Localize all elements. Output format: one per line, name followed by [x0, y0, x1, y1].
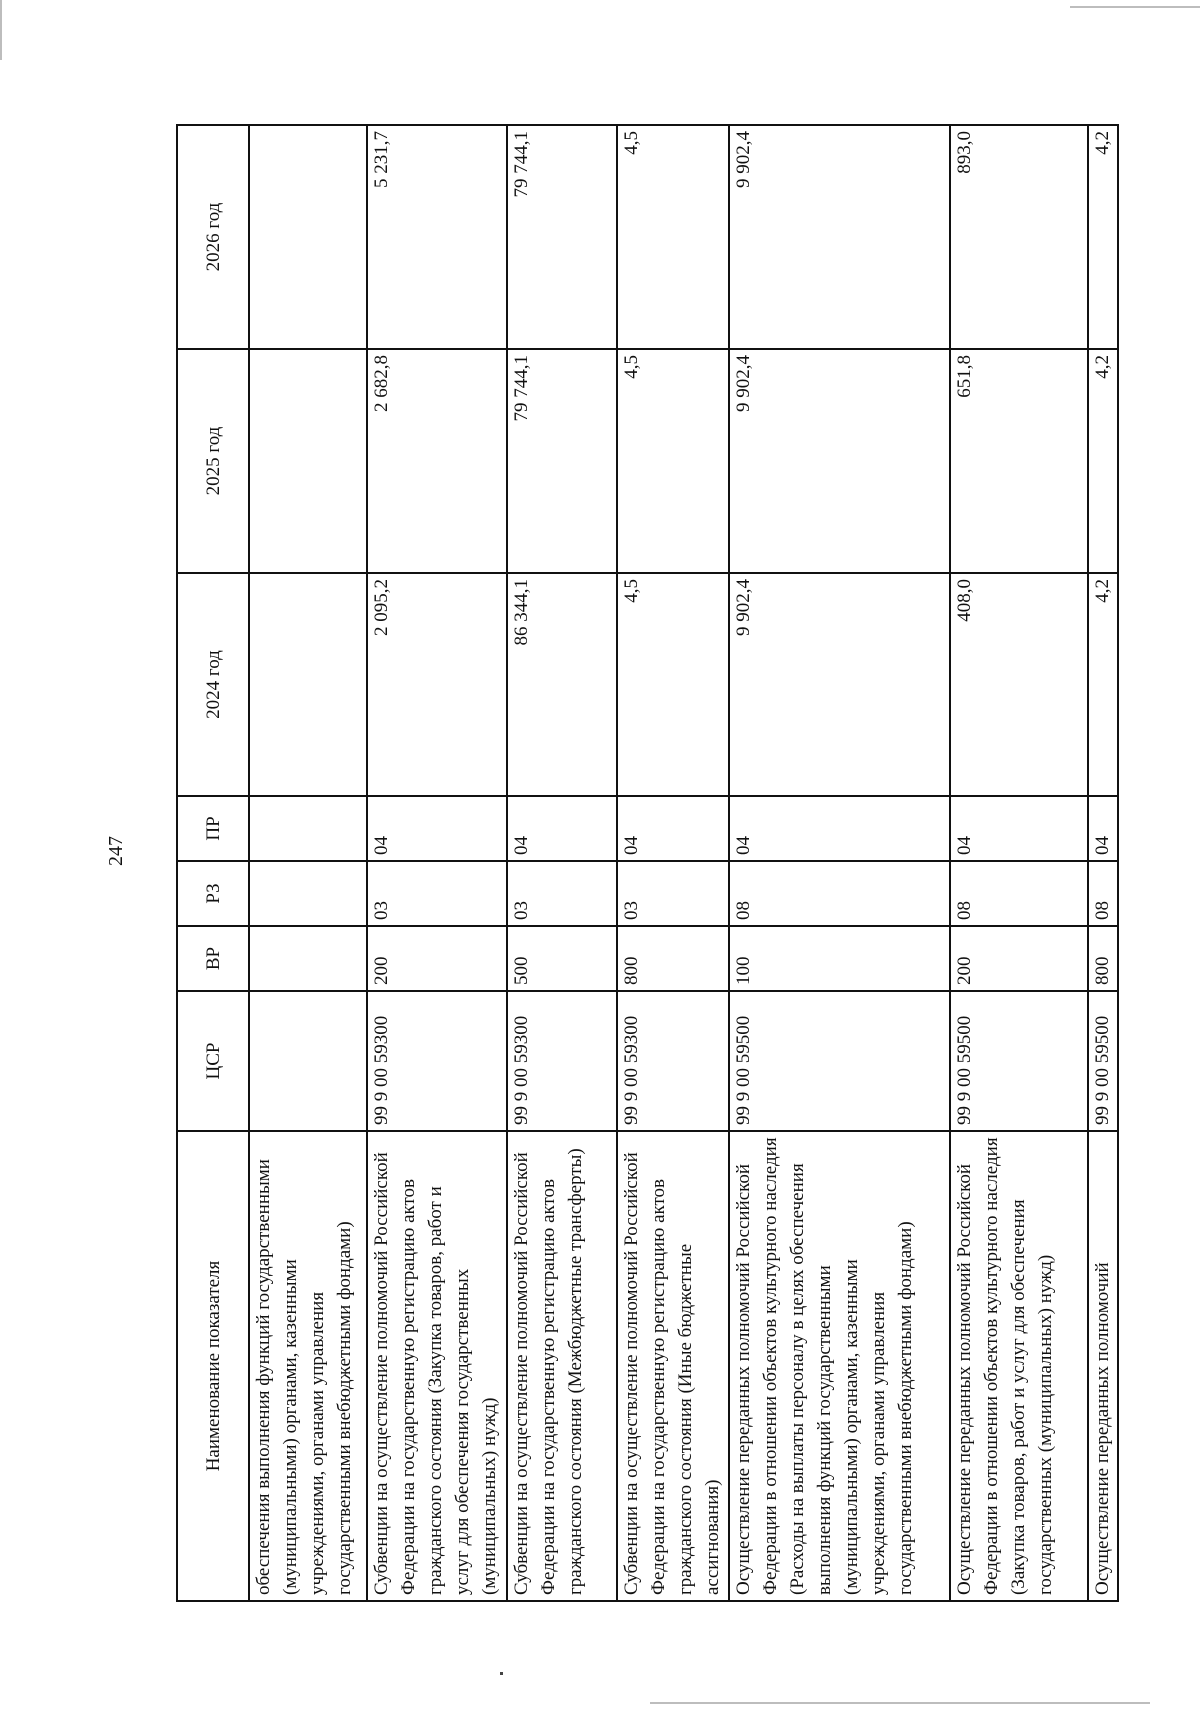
cell-pr: 04: [1088, 796, 1118, 861]
cell-2025: 4,5: [617, 349, 729, 573]
cell-rz: 03: [367, 861, 507, 926]
cell-csr: 99 9 00 59300: [617, 991, 729, 1131]
table-row: [367, 125, 507, 1601]
cell-name: Осуществление переданных полномочий: [1088, 1131, 1118, 1601]
cell-name: Осуществление переданных полномочий Российской Федерации в отношении объектов культурного наследия (Закупка товаров, работ и услуг для обеспечения государственных (муниципальных) нужд): [950, 1131, 1089, 1601]
cell-pr: 04: [950, 796, 1089, 861]
header-vr: ВР: [177, 926, 249, 991]
cell-name: Субвенции на осуществление полномочий Российской Федерации на государственную регистрацию актов гражданского состояния (Закупка товаров, работ и услуг для обеспечения государственных (муниципальных) нужд): [367, 1131, 507, 1601]
page-number: 247: [105, 836, 127, 866]
header-2026: 2026 год: [177, 125, 249, 349]
cell-name: обеспечения выполнения функций государственными (муниципальными) органами, казенными учреждениями, органами управления государственными внебюджетными фондами): [249, 1131, 367, 1601]
cell-2024: 4,5: [617, 573, 729, 796]
cell-csr: 99 9 00 59300: [507, 991, 617, 1131]
cell-rz: 08: [729, 861, 949, 926]
cell-pr: 04: [507, 796, 617, 861]
cell-rz: [249, 861, 367, 926]
scan-edge-right: [1070, 6, 1200, 8]
cell-rz: 08: [950, 861, 1089, 926]
cell-2026: [249, 125, 367, 349]
cell-2024: 86 344,1: [507, 573, 617, 796]
cell-2025: [249, 349, 367, 573]
cell-2026: 4,2: [1088, 125, 1118, 349]
cell-2025: 79 744,1: [507, 349, 617, 573]
cell-name: Осуществление переданных полномочий Российской Федерации в отношении объектов культурного наследия (Расходы на выплаты персоналу в целях обеспечения выполнения функций государственными (муниципальными) органами, казенными учреждениями, органами управления государственными внебюджетными фондами): [729, 1131, 949, 1601]
table-row: [1088, 125, 1118, 1601]
cell-vr: 500: [507, 926, 617, 991]
header-2025: 2025 год: [177, 349, 249, 573]
budget-table: [176, 124, 1119, 1602]
cell-2025: 9 902,4: [729, 349, 949, 573]
cell-rz: 03: [507, 861, 617, 926]
cell-2026: 5 231,7: [367, 125, 507, 349]
cell-csr: 99 9 00 59500: [1088, 991, 1118, 1131]
table-row: [617, 125, 729, 1601]
cell-2024: 9 902,4: [729, 573, 949, 796]
header-csr: ЦСР: [177, 991, 249, 1131]
cell-name: Субвенции на осуществление полномочий Российской Федерации на государственную регистрацию актов гражданского состояния (Межбюджетные трансферты): [507, 1131, 617, 1601]
table-row: [950, 125, 1089, 1601]
budget-table-rotated: [176, 126, 1119, 1602]
cell-csr: 99 9 00 59500: [950, 991, 1089, 1131]
cell-csr: 99 9 00 59300: [367, 991, 507, 1131]
header-pr: ПР: [177, 796, 249, 861]
cell-vr: 800: [617, 926, 729, 991]
cell-vr: [249, 926, 367, 991]
header-rz: РЗ: [177, 861, 249, 926]
table-row: [729, 125, 949, 1601]
cell-2026: 79 744,1: [507, 125, 617, 349]
scan-edge-bottom: [650, 1702, 1150, 1704]
cell-rz: 03: [617, 861, 729, 926]
cell-vr: 200: [950, 926, 1089, 991]
cell-pr: [249, 796, 367, 861]
cell-csr: [249, 991, 367, 1131]
scan-edge-left: [0, 0, 2, 60]
scan-speck: [500, 1672, 503, 1675]
cell-pr: 04: [367, 796, 507, 861]
cell-name: Субвенции на осуществление полномочий Российской Федерации на государственную регистрацию актов гражданского состояния (Иные бюджетные ассигнования): [617, 1131, 729, 1601]
table-header-row: [177, 125, 249, 1601]
cell-2026: 893,0: [950, 125, 1089, 349]
cell-2026: 9 902,4: [729, 125, 949, 349]
cell-2024: 408,0: [950, 573, 1089, 796]
cell-vr: 100: [729, 926, 949, 991]
cell-rz: 08: [1088, 861, 1118, 926]
cell-2026: 4,5: [617, 125, 729, 349]
header-2024: 2024 год: [177, 573, 249, 796]
cell-pr: 04: [729, 796, 949, 861]
cell-2025: 4,2: [1088, 349, 1118, 573]
cell-csr: 99 9 00 59500: [729, 991, 949, 1131]
table-row: [507, 125, 617, 1601]
cell-2024: 4,2: [1088, 573, 1118, 796]
cell-vr: 200: [367, 926, 507, 991]
table-row: [249, 125, 367, 1601]
cell-pr: 04: [617, 796, 729, 861]
cell-vr: 800: [1088, 926, 1118, 991]
cell-2024: [249, 573, 367, 796]
cell-2024: 2 095,2: [367, 573, 507, 796]
header-name: Наименование показателя: [177, 1131, 249, 1601]
cell-2025: 651,8: [950, 349, 1089, 573]
cell-2025: 2 682,8: [367, 349, 507, 573]
